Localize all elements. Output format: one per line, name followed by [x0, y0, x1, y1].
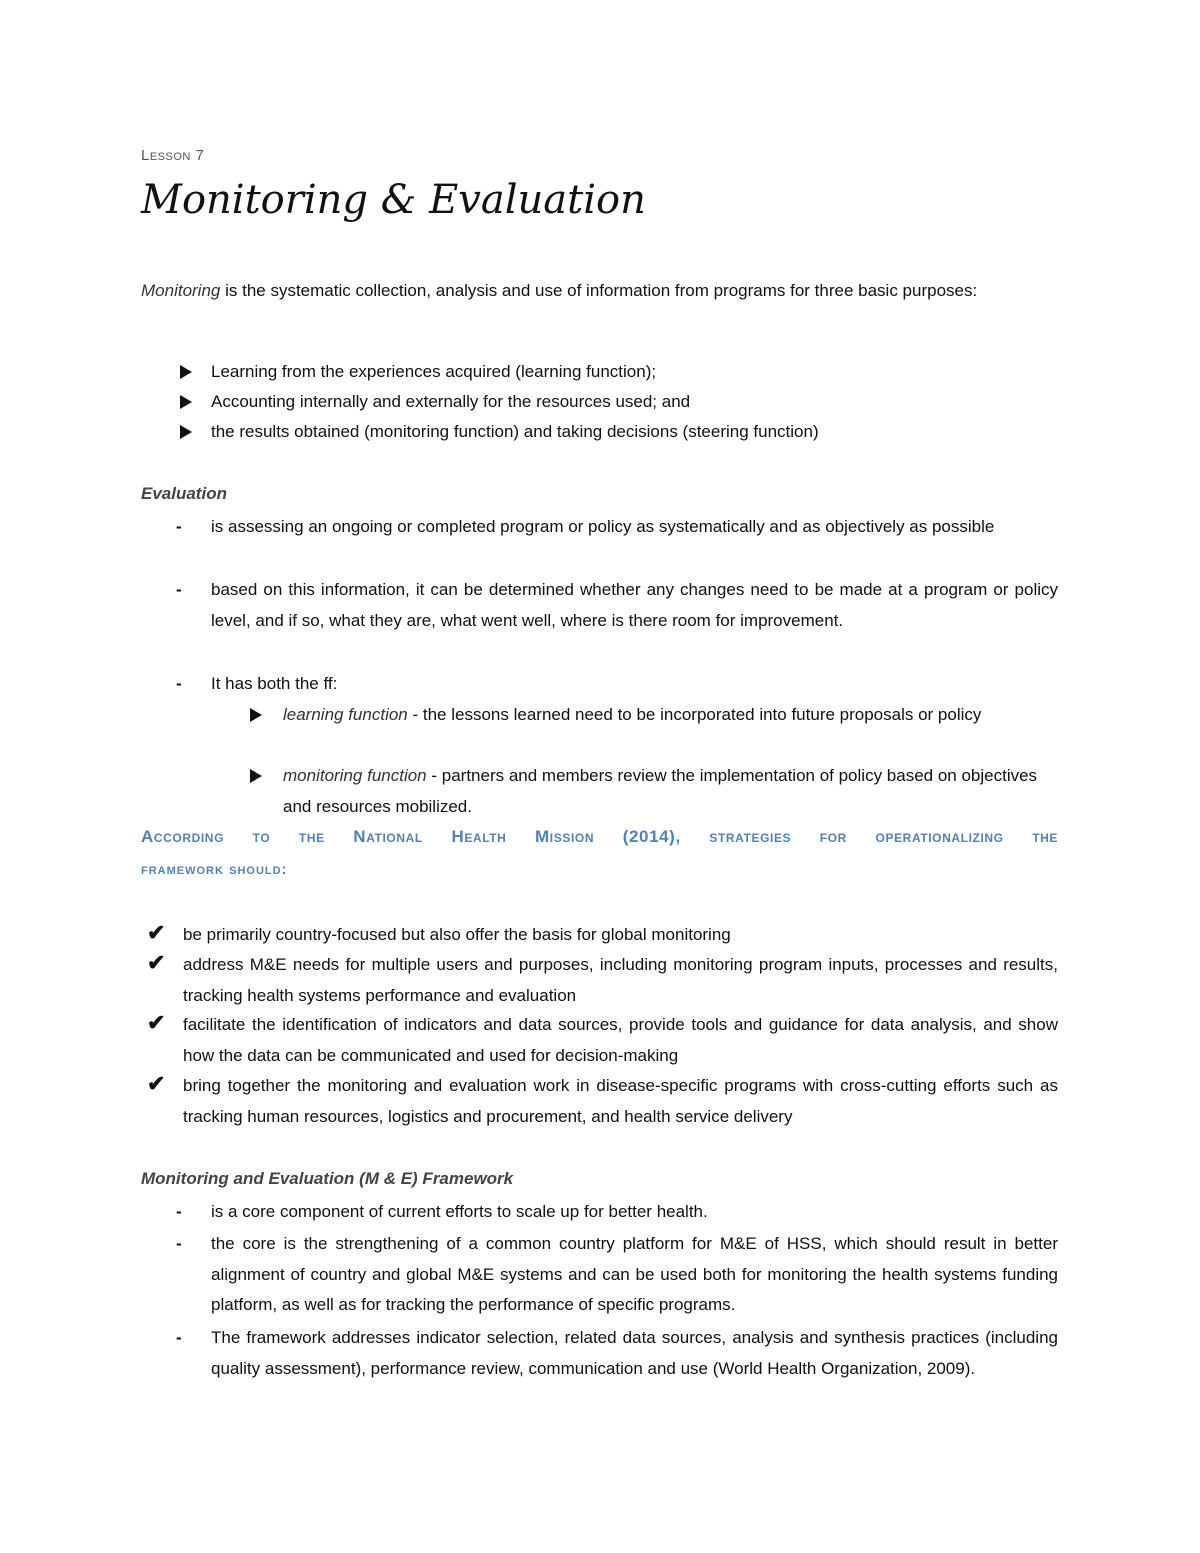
list-item-text: be primarily country-focused but also offer the basis for global monitoring [183, 925, 731, 944]
list-item [176, 1197, 1058, 1228]
list-item-text: is a core component of current efforts to scale up for better health. [211, 1202, 708, 1221]
monitoring-text: is the systematic collection, analysis and use of information from programs for three basic purposes: [220, 281, 978, 300]
sub-item-text: - partners and members review the implementation of policy based on objectives and resources mobilized. [283, 766, 1038, 816]
page-title: Monitoring & Evaluation [141, 177, 646, 223]
list-item-text: Accounting internally and externally for the resources used; and [211, 392, 691, 411]
dash-bullet: - [176, 1202, 182, 1221]
list-item [147, 1010, 1058, 1071]
checkmark-icon: ✔ [147, 950, 166, 975]
list-item [250, 700, 1058, 731]
monitoring-paragraph [141, 276, 1058, 307]
checkmark-icon: ✔ [147, 1071, 166, 1096]
list-item [147, 1071, 1058, 1132]
sub-item-term: monitoring function [283, 766, 427, 785]
triangle-bullet-icon [250, 769, 262, 783]
monitoring-term: Monitoring [141, 281, 221, 300]
list-item-text: facilitate the identification of indicators and data sources, provide tools and guidance for data analysis, and show how the data can be communicated and used for decision-making [183, 1015, 1058, 1065]
triangle-bullet-icon [250, 708, 262, 722]
nhm-heading: According to the National Health Mission (2014), strategies for operationalizing the [141, 827, 1058, 846]
triangle-bullet-icon [180, 365, 192, 379]
framework-heading: Monitoring and Evaluation (M & E) Framework [141, 1169, 514, 1188]
list-item-text: It has both the ff: [211, 674, 338, 693]
sub-item-text: - the lessons learned need to be incorporated into future proposals or policy [407, 705, 982, 724]
triangle-bullet-icon [180, 425, 192, 439]
dash-bullet: - [176, 1328, 182, 1347]
list-item [176, 575, 1058, 636]
list-item [147, 920, 1058, 951]
list-item [147, 950, 1058, 1011]
dash-bullet: - [176, 674, 182, 693]
nhm-heading-cont: framework should: [141, 861, 288, 878]
evaluation-heading: Evaluation [141, 484, 227, 503]
list-item-text: bring together the monitoring and evaluation work in disease-specific programs with cross-cutting efforts such as tracking human resources, logistics and procurement, and health service delivery [183, 1076, 1058, 1126]
list-item [250, 761, 1058, 822]
list-item [180, 387, 1058, 418]
list-item-text: address M&E needs for multiple users and purposes, including monitoring program inputs, processes and results, tracking health systems performance and evaluation [183, 955, 1058, 1005]
list-item-text: Learning from the experiences acquired (learning function); [211, 362, 657, 381]
triangle-bullet-icon [180, 395, 192, 409]
list-item [176, 1229, 1058, 1321]
lesson-label: Lesson 7 [141, 147, 205, 164]
dash-bullet: - [176, 517, 182, 536]
list-item [176, 512, 1058, 543]
checkmark-icon: ✔ [147, 920, 166, 945]
list-item-text: based on this information, it can be determined whether any changes need to be made at a program or policy level, and if so, what they are, what went well, where is there room for improvement. [211, 580, 1058, 630]
list-item-text: The framework addresses indicator selection, related data sources, analysis and synthesis practices (including quality assessment), performance review, communication and use (World Health Organization, 2009). [211, 1328, 1058, 1378]
checkmark-icon: ✔ [147, 1010, 166, 1035]
list-item-text: the core is the strengthening of a common country platform for M&E of HSS, which should result in better alignment of country and global M&E systems and can be used both for monitoring the health systems funding platform, as well as for tracking the performance of specific programs. [211, 1234, 1058, 1314]
list-item-text: the results obtained (monitoring function) and taking decisions (steering function) [211, 422, 819, 441]
list-item-text: is assessing an ongoing or completed program or policy as systematically and as objectively as possible [211, 517, 995, 536]
list-item [176, 669, 1058, 700]
list-item [180, 357, 1058, 388]
dash-bullet: - [176, 1234, 182, 1253]
dash-bullet: - [176, 580, 182, 599]
list-item [176, 1323, 1058, 1384]
list-item [180, 417, 1058, 448]
sub-item-term: learning function [283, 705, 408, 724]
